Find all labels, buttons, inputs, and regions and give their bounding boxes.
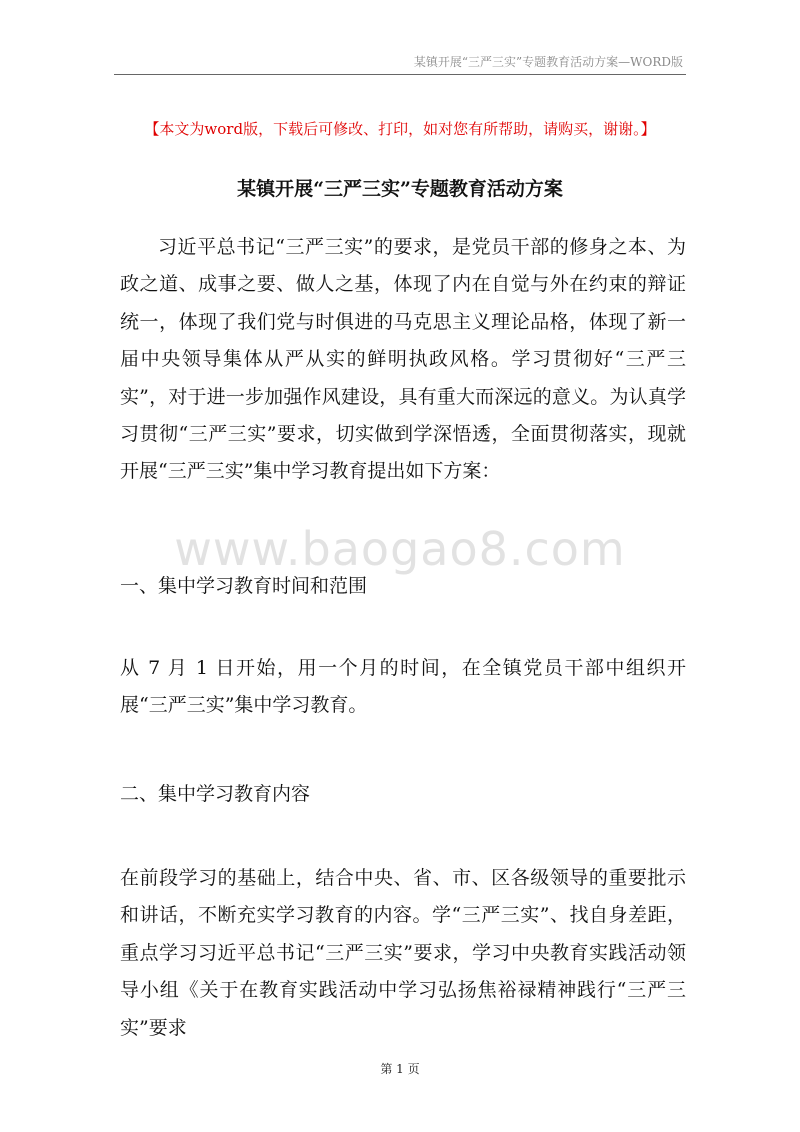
section-paragraph-2: 在前段学习的基础上，结合中央、省、市、区各级领导的重要批示和讲话，不断充实学习教育的内容。学“三严三实”、找自身差距，重点学习习近平总书记“三严三实”要求，学习中央教育实践活动领导小组《关于在教育实践活动中学习弘扬焦裕禄精神践行“三严三实”要求 xyxy=(120,867,686,1039)
page-number: 第 1 页 xyxy=(380,1062,420,1076)
section-paragraph-1: 从 7 月 1 日开始，用一个月的时间，在全镇党员干部中组织开展“三严三实”集中学习教育。 xyxy=(120,657,686,717)
purchase-notice: 【本文为word版，下载后可修改、打印，如对您有所帮助，请购买，谢谢。】 xyxy=(144,120,656,138)
header-divider xyxy=(114,74,686,75)
document-title: 某镇开展“三严三实”专题教育活动方案 xyxy=(237,178,563,200)
intro-paragraph: 习近平总书记“三严三实”的要求，是党员干部的修身之本、为政之道、成事之要、做人之基，体现了内在自觉与外在约束的辩证统一，体现了我们党与时俱进的马克思主义理论品格，体现了新一届中央领导集体从严从实的鲜明执政风格。学习贯彻好“三严三实”，对于进一步加强作风建设，具有重大而深远的意义。为认真学习贯彻“三严三实”要求，切实做到学深悟透，全面贯彻落实，现就开展“三严三实”集中学习教育提出如下方案： xyxy=(120,236,686,483)
section-heading-1: 一、集中学习教育时间和范围 xyxy=(120,575,368,597)
section-heading-2: 二、集中学习教育内容 xyxy=(120,783,311,805)
watermark-text: www.baogao8.com xyxy=(174,522,626,576)
running-header: 某镇开展“三严三实”专题教育活动方案—WORD版 xyxy=(413,55,683,69)
